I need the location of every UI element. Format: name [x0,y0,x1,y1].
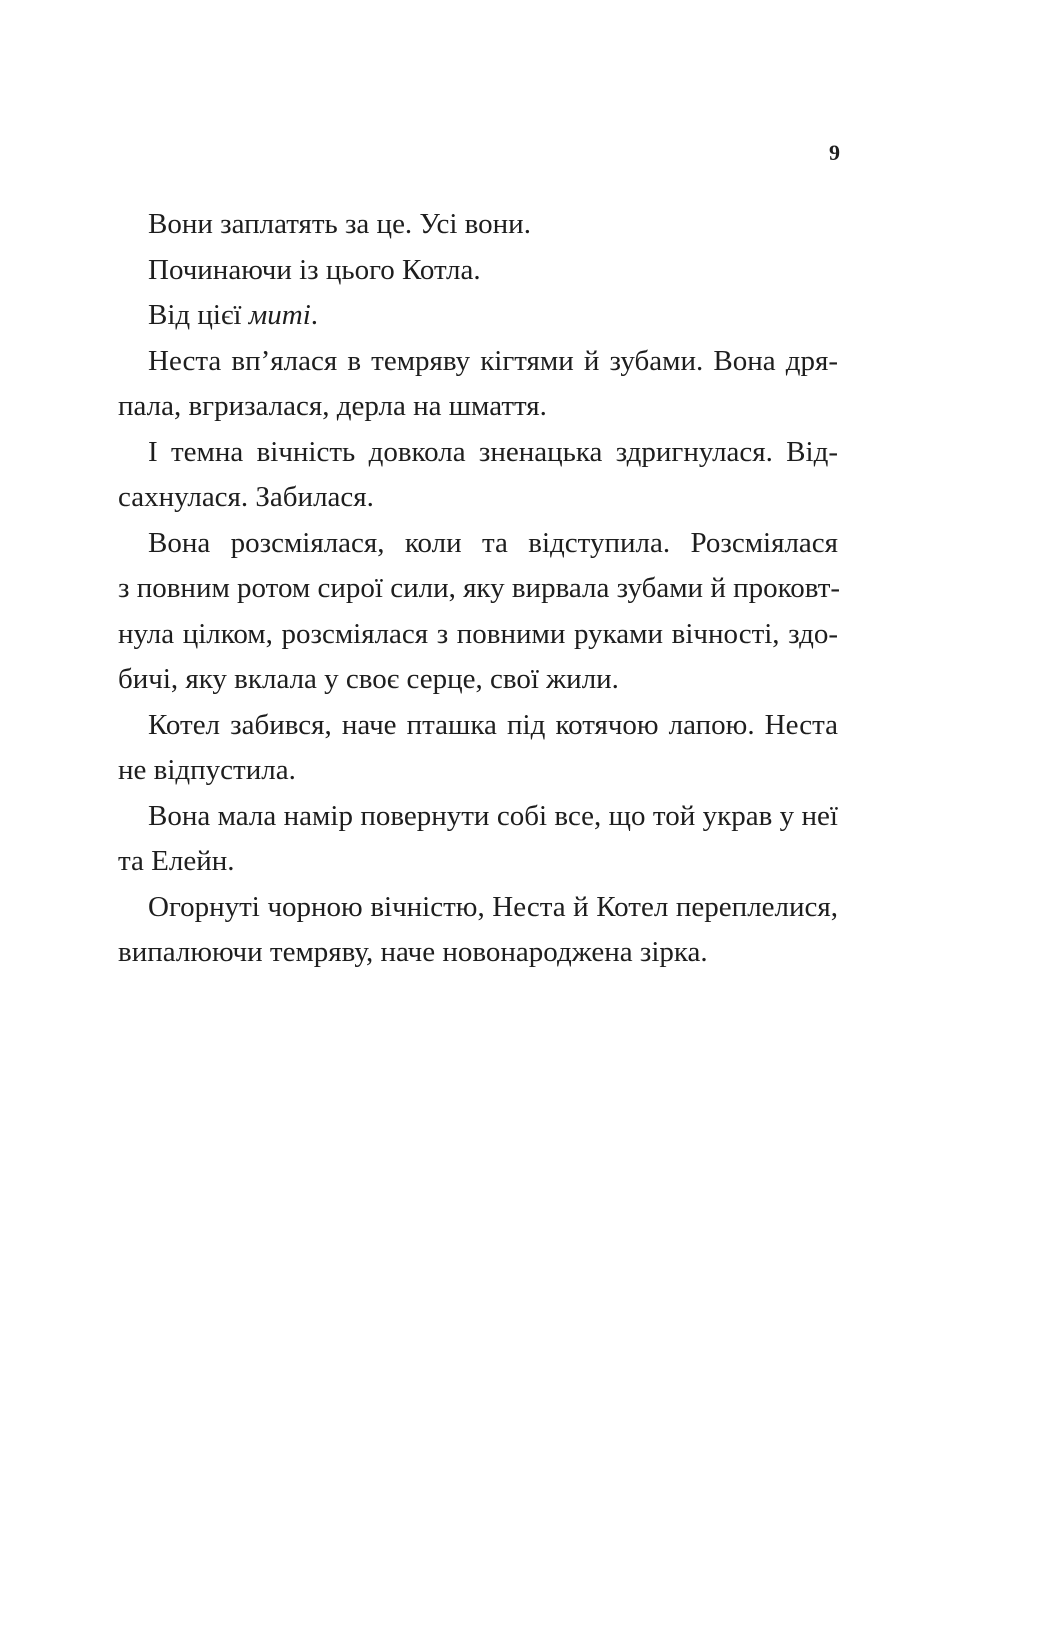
text-line: нула цілком, розсміялася з повними руками вічності, здо- [118,617,838,650]
text-line: сахнулася. Забилася. [118,481,374,513]
body-text [118,202,841,976]
text-line: з повним ротом сирої сили, яку вирвала зубами й проковт- [118,572,841,604]
italic-word: миті [248,299,311,331]
text-line: Вона мала намір повернути собі все, що той украв у неї [148,799,838,832]
text-run: . [310,299,319,331]
page-number: 9 [829,140,840,165]
text-line: та Елейн. [118,845,235,877]
text-line: випалюючи темряву, наче новонароджена зірка. [118,936,708,968]
text-line: не відпустила. [118,754,296,786]
text-line: І темна вічність довкола зненацька здригнулася. Від- [148,435,838,468]
text-line: пала, вгризалася, дерла на шмаття. [118,390,547,422]
text-run: Від цієї [148,299,249,331]
text-line: бичі, яку вклала у своє серце, свої жили. [118,663,619,695]
text-line [118,293,838,339]
text-line: Вони заплатять за це. Усі вони. [148,208,531,240]
text-line: Огорнуті чорною вічністю, Неста й Котел переплелися, [148,890,838,923]
text-line: Котел забився, наче пташка під котячою лапою. Неста [148,708,838,741]
text-line: Вона розсміялася, коли та відступила. Розсміялася [148,526,838,559]
text-line: Починаючи із цього Котла. [148,253,481,286]
text-line: Неста вп’ялася в темряву кігтями й зубами. Вона дря- [148,344,838,377]
